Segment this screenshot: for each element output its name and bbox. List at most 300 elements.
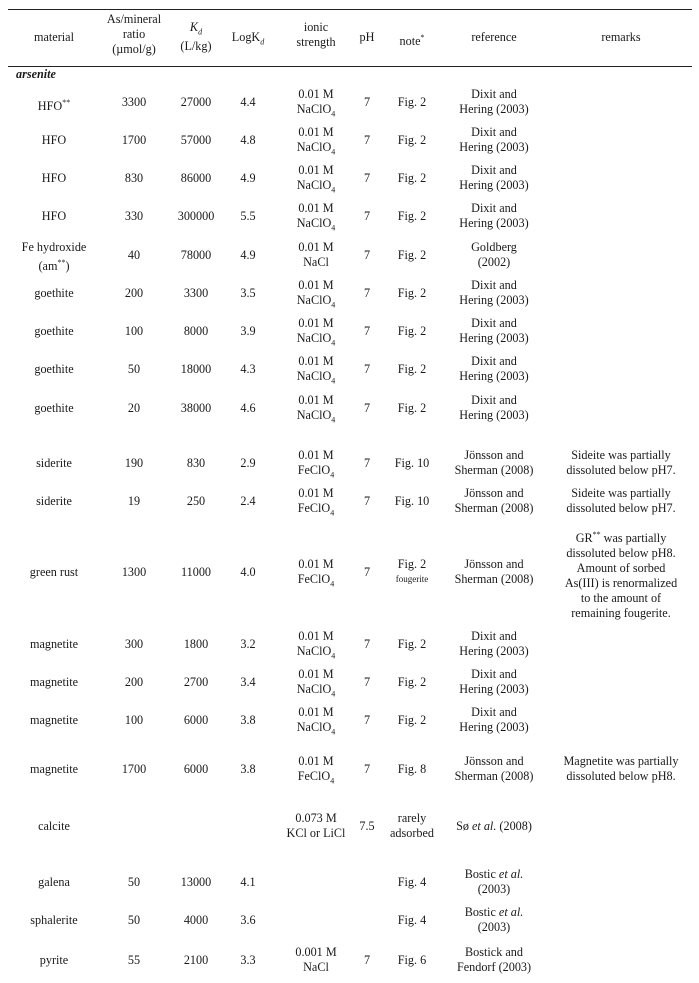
cell-note-line: fougerite: [395, 574, 429, 584]
cell-reference-line: Hering (2003): [459, 102, 529, 116]
cell-remarks-line: Sideite was partially: [571, 486, 671, 500]
cell-material-line: goethite: [34, 285, 74, 300]
cell-logkd: [224, 456, 272, 471]
cell-ionic-strength: [280, 448, 352, 482]
cell-reference-line: (2003): [477, 882, 511, 896]
cell-note-line: Fig. 2: [397, 285, 427, 300]
cell-ionic-strength-line: NaClO$_4$: [296, 140, 336, 157]
cell-kd-line: 2700: [183, 674, 209, 689]
cell-ph-line: 7: [363, 400, 371, 415]
cell-ratio-line: 1700: [121, 761, 147, 776]
cell-logkd-line: 4.6: [240, 400, 256, 415]
cell-ionic-strength-line: NaCl: [303, 960, 329, 974]
cell-logkd-line: 4.4: [240, 94, 256, 109]
cell-ph: [354, 286, 380, 301]
header-reference: reference: [471, 30, 517, 44]
cell-ph-line: 7: [363, 247, 371, 262]
cell-ph-line: 7: [363, 712, 371, 727]
cell-kd-line: 57000: [180, 132, 212, 147]
cell-reference-line: Dixit and: [471, 705, 517, 719]
cell-note: [382, 762, 442, 777]
cell-reference-line: Dixit and: [471, 87, 517, 101]
cell-material: [8, 240, 100, 274]
cell-material: [8, 637, 100, 652]
cell-remarks: [550, 448, 692, 478]
cell-ph-line: 7: [363, 208, 371, 223]
cell-material: [8, 875, 100, 890]
cell-ph: [354, 713, 380, 728]
cell-kd: [168, 362, 224, 377]
cell-material: [8, 401, 100, 416]
cell-ionic-strength: [280, 163, 352, 197]
cell-ionic-strength-line: FeClO$_4$: [297, 769, 335, 786]
cell-reference: [440, 667, 548, 697]
cell-reference-line: Dixit and: [471, 354, 517, 368]
cell-reference-line: Bostic et al.: [464, 867, 524, 881]
cell-kd-line: 13000: [180, 874, 212, 889]
cell-ionic-strength-line: FeClO$_4$: [297, 572, 335, 589]
cell-logkd: [224, 95, 272, 110]
cell-reference: [440, 945, 548, 975]
cell-ratio: [102, 637, 166, 652]
cell-reference-line: Jönsson and: [464, 557, 524, 571]
cell-ph: [354, 209, 380, 224]
cell-ph: [354, 819, 380, 834]
cell-material-line: goethite: [34, 400, 74, 415]
cell-ph-line: 7.5: [359, 818, 375, 833]
cell-note-line: Fig. 8: [397, 761, 427, 776]
cell-ratio: [102, 762, 166, 777]
header-ph: pH: [359, 30, 375, 44]
cell-note-line: Fig. 2: [397, 400, 427, 415]
cell-kd-line: 3300: [183, 285, 209, 300]
cell-ionic-strength-line: 0.01 M: [298, 201, 334, 215]
cell-ph-line: 7: [363, 564, 371, 579]
cell-ionic-strength: [280, 705, 352, 739]
cell-note-line: Fig. 2: [397, 94, 427, 109]
cell-kd: [168, 324, 224, 339]
cell-ionic-strength-line: 0.01 M: [298, 629, 334, 643]
cell-reference: [440, 354, 548, 384]
cell-remarks-line: Amount of sorbed: [576, 561, 666, 576]
cell-remarks-line: to the amount of: [580, 591, 662, 606]
cell-reference-line: (2002): [477, 255, 511, 269]
cell-reference-line: Jönsson and: [464, 754, 524, 768]
cell-ionic-strength-line: 0.01 M: [298, 557, 334, 571]
cell-reference-line: Dixit and: [471, 316, 517, 330]
cell-reference-line: Fendorf (2003): [456, 960, 532, 974]
cell-kd-line: 78000: [180, 247, 212, 262]
cell-kd: [168, 494, 224, 509]
cell-note: [382, 133, 442, 148]
cell-material-line: siderite: [36, 493, 72, 508]
cell-reference-line: Hering (2003): [459, 293, 529, 307]
cell-ratio: [102, 171, 166, 186]
cell-remarks-line: GR** was partially: [575, 530, 667, 546]
cell-logkd-line: 3.9: [240, 323, 256, 338]
cell-material: [8, 286, 100, 301]
cell-kd: [168, 762, 224, 777]
cell-reference-line: Sherman (2008): [454, 572, 534, 586]
cell-note-line: Fig. 2: [397, 170, 427, 185]
cell-kd: [168, 95, 224, 110]
cell-material-line: goethite: [34, 323, 74, 338]
cell-reference: [440, 629, 548, 659]
cell-material: [8, 913, 100, 928]
cell-material: [8, 494, 100, 509]
cell-reference-line: Dixit and: [471, 393, 517, 407]
cell-material: [8, 713, 100, 728]
cell-ph-line: 7: [363, 674, 371, 689]
cell-ratio-line: 50: [127, 874, 141, 889]
cell-reference-line: Dixit and: [471, 667, 517, 681]
cell-ionic-strength: [280, 557, 352, 591]
cell-ionic-strength: [280, 945, 352, 975]
cell-ratio: [102, 133, 166, 148]
cell-reference: [440, 867, 548, 897]
cell-kd-line: 8000: [183, 323, 209, 338]
cell-material: [8, 565, 100, 580]
header-ratio-line: ratio: [122, 27, 146, 41]
cell-ratio-line: 50: [127, 912, 141, 927]
cell-reference-line: Sherman (2008): [454, 463, 534, 477]
cell-reference-line: Hering (2003): [459, 720, 529, 734]
cell-kd: [168, 401, 224, 416]
cell-kd-line: 830: [186, 455, 206, 470]
cell-material-line: pyrite: [39, 952, 69, 967]
cell-reference: [440, 557, 548, 587]
cell-ionic-strength: [280, 87, 352, 121]
cell-ionic-strength-line: 0.01 M: [298, 316, 334, 330]
cell-material-line: magnetite: [29, 761, 79, 776]
cell-remarks-line: dissoluted below pH7.: [566, 501, 676, 515]
cell-material: [8, 209, 100, 224]
cell-ratio-line: 55: [127, 952, 141, 967]
cell-reference-line: Dixit and: [471, 163, 517, 177]
cell-note: [382, 875, 442, 890]
cell-logkd: [224, 953, 272, 968]
cell-reference: [440, 754, 548, 784]
cell-ph: [354, 324, 380, 339]
cell-note: [382, 913, 442, 928]
cell-note: [382, 248, 442, 263]
cell-ph-line: 7: [363, 285, 371, 300]
cell-logkd: [224, 362, 272, 377]
cell-reference-line: Sherman (2008): [454, 769, 534, 783]
cell-reference: [440, 163, 548, 193]
cell-ionic-strength: [280, 754, 352, 788]
cell-reference-line: Hering (2003): [459, 644, 529, 658]
table-header-rule: [8, 66, 692, 67]
cell-logkd-line: 4.1: [240, 874, 256, 889]
cell-kd-line: 250: [186, 493, 206, 508]
cell-logkd: [224, 565, 272, 580]
cell-material: [8, 953, 100, 968]
cell-note: [382, 324, 442, 339]
cell-ionic-strength-line: NaClO$_4$: [296, 720, 336, 737]
cell-logkd-line: 4.9: [240, 170, 256, 185]
cell-note-line: Fig. 10: [394, 455, 430, 470]
cell-kd: [168, 565, 224, 580]
cell-note: [382, 456, 442, 471]
cell-logkd-line: 2.4: [240, 493, 256, 508]
cell-kd-line: 2100: [183, 952, 209, 967]
cell-material: [8, 95, 100, 114]
cell-ionic-strength-line: NaClO$_4$: [296, 216, 336, 233]
cell-note: [382, 209, 442, 224]
cell-note-line: rarely: [397, 811, 427, 825]
cell-material-line: magnetite: [29, 636, 79, 651]
header-ratio-line: (µmol/g): [112, 42, 156, 56]
cell-kd: [168, 133, 224, 148]
cell-ionic-strength-line: 0.01 M: [298, 125, 334, 139]
cell-material: [8, 362, 100, 377]
cell-logkd: [224, 637, 272, 652]
cell-material-line: galena: [38, 874, 70, 889]
cell-ratio: [102, 324, 166, 339]
cell-material-line: HFO: [41, 208, 67, 223]
cell-ratio-line: 300: [124, 636, 144, 651]
cell-ionic-strength-line: 0.01 M: [298, 486, 334, 500]
cell-note-line: Fig. 2: [397, 132, 427, 147]
header-ionic-line: strength: [296, 35, 336, 49]
cell-ratio: [102, 713, 166, 728]
cell-ratio-line: 200: [124, 285, 144, 300]
cell-ionic-strength-line: 0.01 M: [298, 163, 334, 177]
cell-note-line: Fig. 2: [397, 208, 427, 223]
cell-ionic-strength-line: NaClO$_4$: [296, 682, 336, 699]
cell-ionic-strength-line: NaClO$_4$: [296, 102, 336, 119]
cell-ph: [354, 637, 380, 652]
cell-kd: [168, 456, 224, 471]
cell-ratio: [102, 675, 166, 690]
cell-reference: [440, 278, 548, 308]
cell-ionic-strength: [280, 393, 352, 427]
cell-remarks: [550, 527, 692, 621]
cell-logkd-line: 3.8: [240, 761, 256, 776]
cell-reference: [440, 393, 548, 423]
cell-ph: [354, 362, 380, 377]
cell-ionic-strength-line: 0.01 M: [298, 705, 334, 719]
cell-material-line: sphalerite: [30, 912, 78, 927]
cell-remarks-line: dissoluted below pH8.: [566, 769, 676, 783]
cell-ratio-line: 330: [124, 208, 144, 223]
cell-note: [382, 675, 442, 690]
cell-note: [382, 171, 442, 186]
header-remarks: remarks: [601, 30, 641, 44]
cell-ratio: [102, 565, 166, 580]
cell-kd-line: 18000: [180, 361, 212, 376]
cell-logkd-line: 4.8: [240, 132, 256, 147]
cell-ratio: [102, 401, 166, 416]
cell-ph-line: 7: [363, 361, 371, 376]
cell-material: [8, 675, 100, 690]
cell-material: [8, 456, 100, 471]
cell-ratio-line: 40: [127, 247, 141, 262]
cell-ratio: [102, 494, 166, 509]
cell-logkd: [224, 324, 272, 339]
cell-remarks: [550, 486, 692, 516]
cell-note-line: adsorbed: [390, 826, 434, 840]
cell-ph-line: 7: [363, 323, 371, 338]
cell-ionic-strength: [280, 811, 352, 841]
cell-ratio-line: 1700: [121, 132, 147, 147]
cell-material: [8, 819, 100, 834]
cell-ph-line: 7: [363, 952, 371, 967]
cell-ionic-strength-line: NaClO$_4$: [296, 293, 336, 310]
cell-ratio: [102, 209, 166, 224]
cell-logkd-line: 4.0: [240, 564, 256, 579]
cell-kd-line: 11000: [180, 564, 212, 579]
cell-reference: [440, 905, 548, 935]
cell-ph: [354, 456, 380, 471]
cell-reference: [440, 316, 548, 346]
cell-ph: [354, 953, 380, 968]
cell-kd: [168, 953, 224, 968]
cell-kd-line: 1800: [183, 636, 209, 651]
header-ionic-line: ionic: [303, 20, 329, 34]
header-kd: [168, 20, 224, 54]
cell-ionic-strength-line: 0.01 M: [298, 393, 334, 407]
cell-note-line: Fig. 6: [397, 952, 427, 967]
cell-logkd: [224, 209, 272, 224]
cell-note: [382, 811, 442, 841]
cell-material-line: HFO: [41, 132, 67, 147]
cell-ionic-strength: [280, 240, 352, 270]
cell-remarks-line: As(III) is renormalized: [564, 576, 678, 591]
cell-ph-line: 7: [363, 636, 371, 651]
cell-logkd-line: 3.8: [240, 712, 256, 727]
cell-material-line: calcite: [38, 818, 70, 833]
cell-ph: [354, 133, 380, 148]
cell-reference-line: Hering (2003): [459, 140, 529, 154]
cell-ratio: [102, 248, 166, 263]
cell-ratio: [102, 875, 166, 890]
cell-ionic-strength-line: NaCl: [303, 255, 329, 269]
cell-kd-line: 6000: [183, 712, 209, 727]
cell-reference-line: Dixit and: [471, 278, 517, 292]
cell-logkd: [224, 171, 272, 186]
header-logkd: LogK$_d$: [231, 30, 265, 47]
cell-note-line: Fig. 2: [397, 247, 427, 262]
cell-note: [382, 95, 442, 110]
header-kd-line: (L/kg): [180, 39, 212, 54]
cell-logkd: [224, 133, 272, 148]
cell-note-line: Fig. 4: [397, 912, 427, 927]
cell-ionic-strength-line: 0.01 M: [298, 87, 334, 101]
cell-logkd: [224, 713, 272, 728]
cell-note: [382, 494, 442, 509]
cell-remarks: [550, 754, 692, 784]
cell-ph: [354, 401, 380, 416]
cell-logkd: [224, 248, 272, 263]
cell-note-line: Fig. 10: [394, 493, 430, 508]
cell-material-line: green rust: [29, 564, 79, 579]
cell-reference: [440, 240, 548, 270]
cell-ratio-line: 100: [124, 712, 144, 727]
cell-ionic-strength: [280, 629, 352, 663]
cell-reference-line: Dixit and: [471, 201, 517, 215]
cell-reference-line: Jönsson and: [464, 486, 524, 500]
cell-ph: [354, 95, 380, 110]
cell-material-line: magnetite: [29, 674, 79, 689]
cell-ph: [354, 762, 380, 777]
cell-kd: [168, 913, 224, 928]
cell-remarks-line: remaining fougerite.: [571, 606, 671, 621]
cell-reference-line: Sherman (2008): [454, 501, 534, 515]
cell-material-line: Fe hydroxide: [21, 240, 87, 254]
cell-kd: [168, 209, 224, 224]
cell-ratio: [102, 286, 166, 301]
cell-reference-line: Dixit and: [471, 629, 517, 643]
cell-logkd: [224, 913, 272, 928]
cell-logkd-line: 3.2: [240, 636, 256, 651]
cell-ionic-strength-line: NaClO$_4$: [296, 644, 336, 661]
cell-logkd: [224, 675, 272, 690]
cell-reference-line: Bostick and: [465, 945, 523, 959]
cell-reference: [440, 448, 548, 478]
cell-ratio-line: 20: [127, 400, 141, 415]
cell-ph-line: 7: [363, 455, 371, 470]
cell-logkd: [224, 286, 272, 301]
cell-ionic-strength-line: 0.01 M: [298, 354, 334, 368]
cell-note: [382, 713, 442, 728]
cell-reference-line: (2003): [477, 920, 511, 934]
cell-reference-line: Hering (2003): [459, 682, 529, 696]
cell-ph-line: 7: [363, 132, 371, 147]
cell-material: [8, 171, 100, 186]
cell-kd-line: 27000: [180, 94, 212, 109]
cell-ratio-line: 50: [127, 361, 141, 376]
cell-ionic-strength-line: 0.001 M: [295, 945, 337, 959]
cell-kd-line: 86000: [180, 170, 212, 185]
header-note: note*: [399, 33, 425, 49]
cell-remarks-line: Magnetite was partially: [563, 754, 679, 768]
cell-logkd: [224, 401, 272, 416]
cell-kd: [168, 171, 224, 186]
cell-logkd-line: 3.4: [240, 674, 256, 689]
cell-remarks-line: Sideite was partially: [571, 448, 671, 462]
cell-note: [382, 401, 442, 416]
cell-ionic-strength-line: 0.01 M: [298, 754, 334, 768]
cell-logkd-line: 3.6: [240, 912, 256, 927]
cell-ionic-strength-line: FeClO$_4$: [297, 463, 335, 480]
cell-kd: [168, 675, 224, 690]
cell-ratio-line: 1300: [121, 564, 147, 579]
cell-ph: [354, 494, 380, 509]
cell-material-line: goethite: [34, 361, 74, 376]
cell-logkd-line: 2.9: [240, 455, 256, 470]
cell-ph-line: 7: [363, 94, 371, 109]
cell-ratio-line: 190: [124, 455, 144, 470]
cell-kd: [168, 875, 224, 890]
cell-note: [382, 637, 442, 652]
cell-note-line: Fig. 2: [397, 712, 427, 727]
header-ratio: [102, 12, 166, 57]
cell-ionic-strength-line: 0.01 M: [298, 240, 334, 254]
section-label: arsenite: [16, 67, 56, 81]
cell-reference-line: Bostic et al.: [464, 905, 524, 919]
cell-reference: [440, 87, 548, 117]
cell-ionic-strength-line: 0.01 M: [298, 667, 334, 681]
cell-logkd-line: 4.3: [240, 361, 256, 376]
cell-ionic-strength: [280, 201, 352, 235]
cell-note: [382, 362, 442, 377]
cell-kd-line: 6000: [183, 761, 209, 776]
cell-reference-line: Hering (2003): [459, 178, 529, 192]
cell-ph: [354, 565, 380, 580]
cell-ionic-strength-line: 0.073 M: [295, 811, 337, 825]
